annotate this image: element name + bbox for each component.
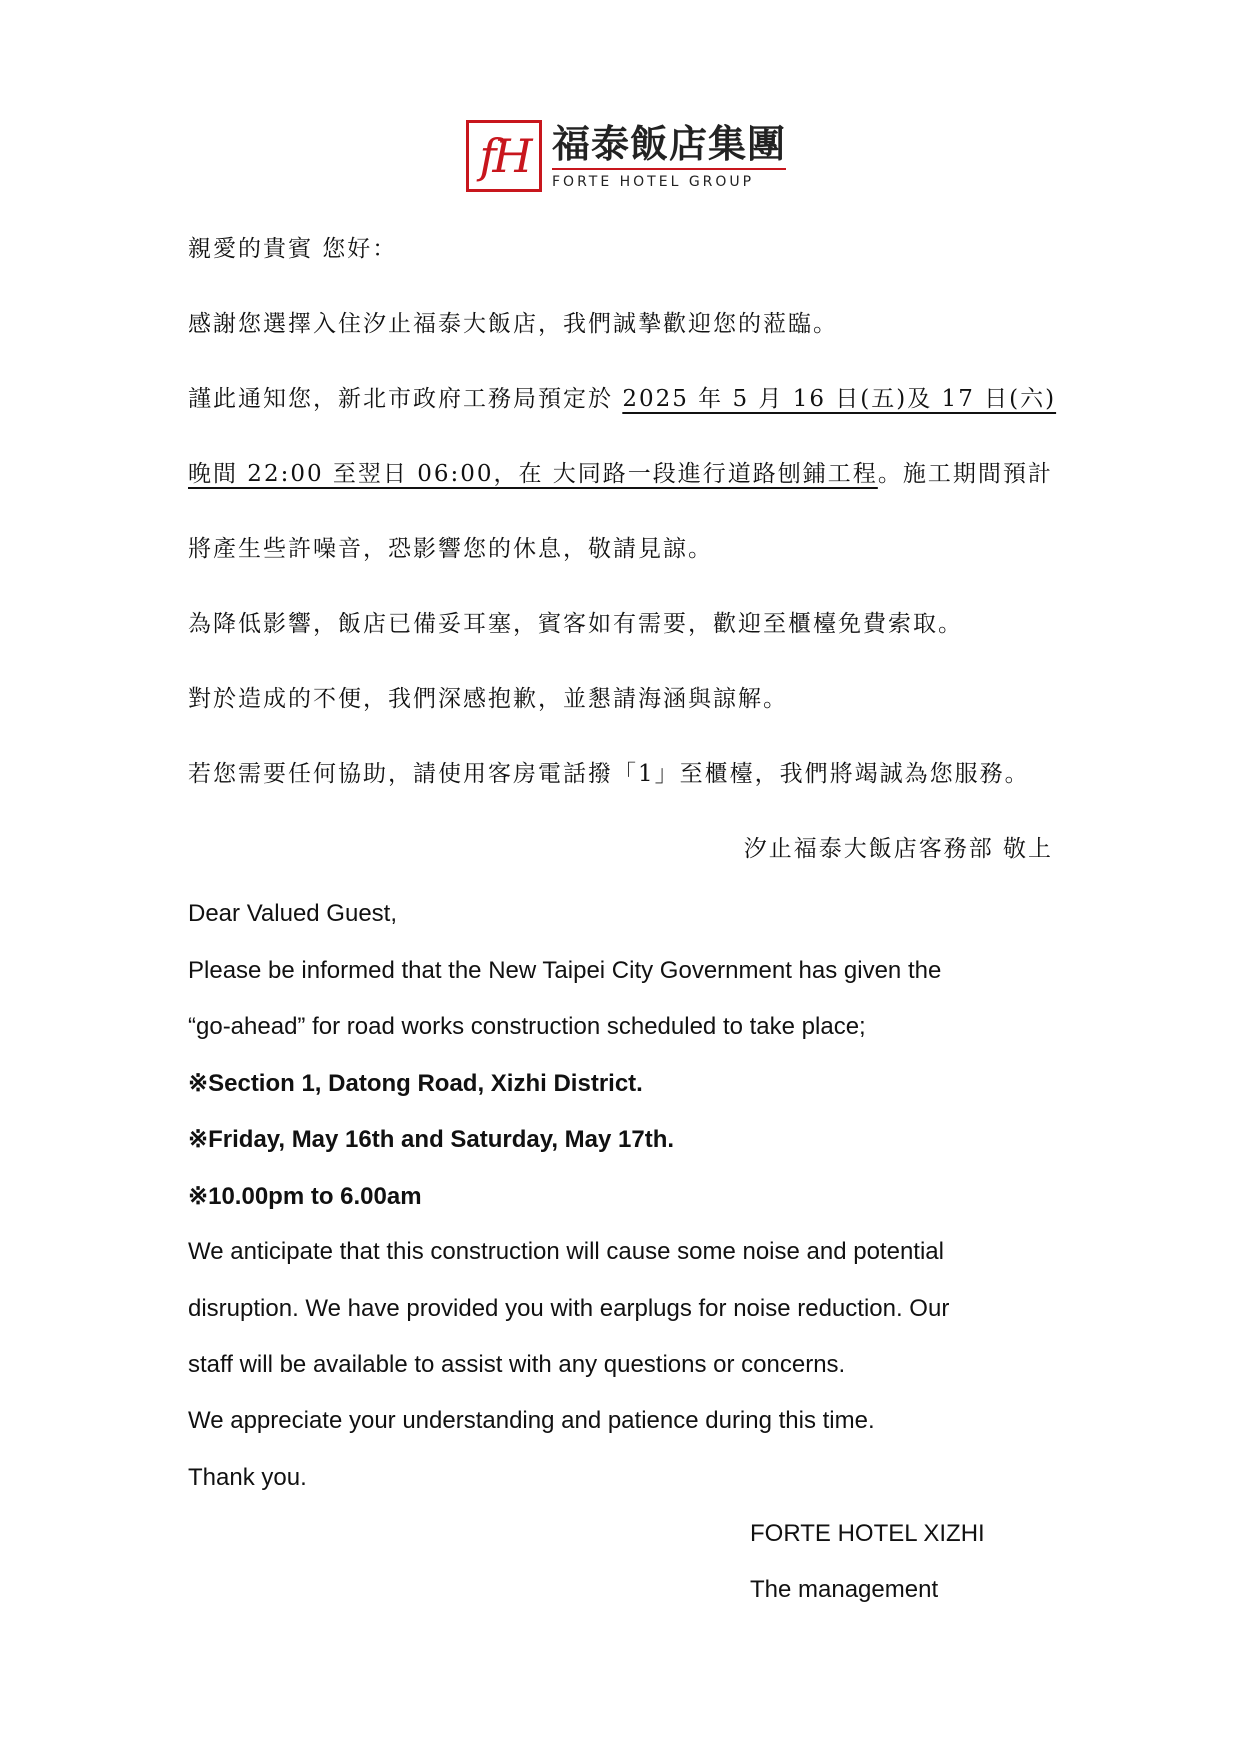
logo-name-cn: 福泰飯店集團: [552, 122, 786, 170]
en-sign-hotel: FORTE HOTEL XIZHI: [750, 1520, 985, 1547]
en-line-5: staff will be available to assist with any questions or concerns.: [188, 1351, 846, 1378]
en-greeting: Dear Valued Guest,: [188, 900, 398, 927]
logo-name-en: FORTE HOTEL GROUP: [552, 174, 755, 190]
cn-construction-date: 2025 年 5 月 16 日(五)及 17 日(六): [622, 386, 1057, 412]
cn-line-4: 將產生些許噪音，恐影響您的休息，敬請見諒。: [188, 536, 713, 562]
en-line-1: Please be informed that the New Taipei City Government has given the: [188, 957, 942, 984]
cn-line-2-prefix: 謹此通知您，新北市政府工務局預定於: [188, 386, 623, 412]
en-thanks: Thank you.: [188, 1464, 307, 1491]
cn-construction-time-location: 晚間 22:00 至翌日 06:00，在 大同路一段進行道路刨鋪工程: [188, 461, 878, 487]
en-line-4: disruption. We have provided you with earplugs for noise reduction. Our: [188, 1295, 950, 1322]
logo-mark: fH: [466, 120, 542, 192]
cn-line-5: 為降低影響，飯店已備妥耳塞，賓客如有需要，歡迎至櫃檯免費索取。: [188, 611, 963, 637]
logo-text: [552, 122, 786, 190]
en-time: ※10.00pm to 6.00am: [188, 1183, 422, 1210]
cn-line-6: 對於造成的不便，我們深感抱歉，並懇請海涵與諒解。: [188, 686, 788, 712]
cn-greeting: 親愛的貴賓 您好：: [188, 236, 398, 262]
en-sign-management: The management: [750, 1576, 939, 1603]
en-line-2: “go-ahead” for road works construction scheduled to take place;: [188, 1013, 866, 1040]
cn-line-1: 感謝您選擇入住汐止福泰大飯店，我們誠摯歡迎您的蒞臨。: [188, 311, 838, 337]
en-dates: ※Friday, May 16th and Saturday, May 17th.: [188, 1126, 675, 1153]
en-line-6: We appreciate your understanding and patience during this time.: [188, 1407, 875, 1434]
cn-line-3-suffix: 。施工期間預計: [877, 461, 1053, 487]
cn-line-3: [188, 455, 1053, 488]
cn-line-7: 若您需要任何協助，請使用客房電話撥「1」至櫃檯，我們將竭誠為您服務。: [188, 761, 1030, 787]
en-line-3: We anticipate that this construction will cause some noise and potential: [188, 1238, 944, 1265]
cn-line-2: [188, 380, 1056, 413]
hotel-logo: [466, 118, 786, 194]
en-location: ※Section 1, Datong Road, Xizhi District.: [188, 1070, 643, 1097]
cn-signature: 汐止福泰大飯店客務部 敬上: [743, 836, 1053, 862]
